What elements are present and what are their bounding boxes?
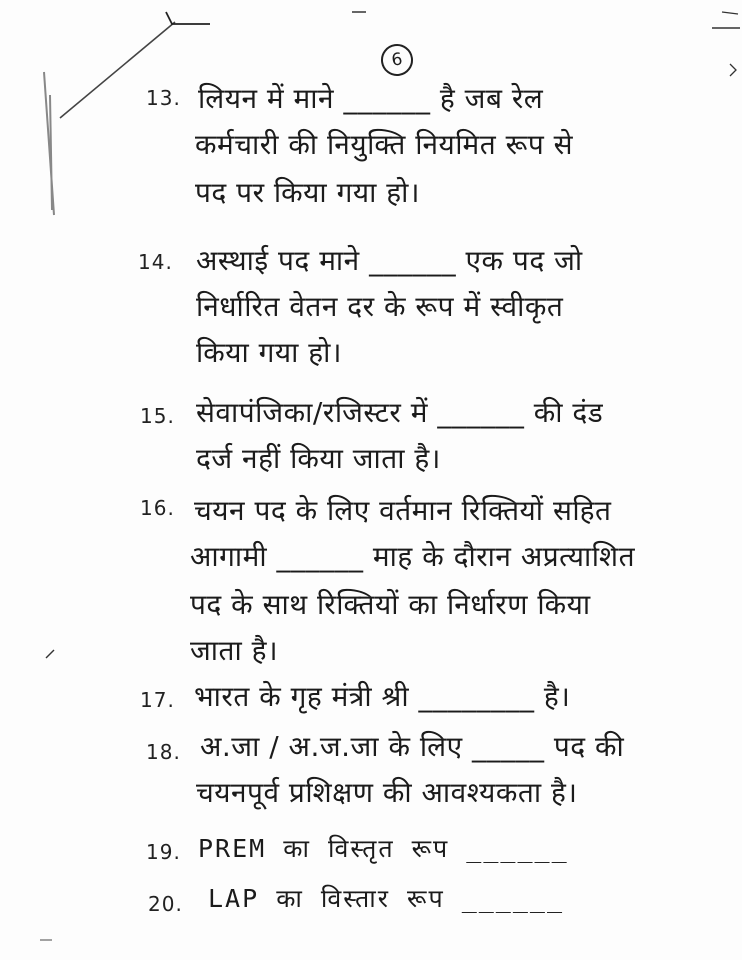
question-line: पद के साथ रिक्तियों का निर्धारण किया xyxy=(190,588,591,621)
question-line: जाता है। xyxy=(190,634,279,667)
page-number: 6 xyxy=(379,42,415,78)
question-number: 14. xyxy=(138,250,173,274)
question-line: पद पर किया गया हो। xyxy=(195,176,420,209)
question-line: आगामी ______ माह के दौरान अप्रत्याशित xyxy=(190,540,636,573)
question-number: 15. xyxy=(140,404,175,428)
question-line: कर्मचारी की नियुक्ति नियमित रूप से xyxy=(195,128,574,161)
question-line: लियन में माने ______ है जब रेल xyxy=(198,82,544,115)
question-line: सेवापंजिका/रजिस्टर में ______ की दंड xyxy=(196,396,604,429)
question-number: 19. xyxy=(146,840,181,864)
question-number: 16. xyxy=(140,496,175,520)
question-line: दर्ज नहीं किया जाता है। xyxy=(196,442,441,475)
question-line: किया गया हो। xyxy=(196,336,343,369)
question-line: भारत के गृह मंत्री श्री ________ है। xyxy=(194,680,571,713)
question-number: 20. xyxy=(148,892,183,916)
question-line: निर्धारित वेतन दर के रूप में स्वीकृत xyxy=(196,290,564,323)
question-number: 18. xyxy=(146,740,181,764)
question-line: अ.जा / अ.ज.जा के लिए _____ पद की xyxy=(200,730,625,763)
question-line: चयन पद के लिए वर्तमान रिक्तियों सहित xyxy=(194,494,612,527)
question-number: 13. xyxy=(146,86,181,110)
question-line: चयनपूर्व प्रशिक्षण की आवश्यकता है। xyxy=(196,776,578,809)
question-line: PREM का विस्तृत रूप ______ xyxy=(198,834,569,863)
question-line: अस्थाई पद माने ______ एक पद जो xyxy=(196,244,583,277)
question-line: LAP का विस्तार रूप ______ xyxy=(208,884,565,913)
question-number: 17. xyxy=(140,688,175,712)
